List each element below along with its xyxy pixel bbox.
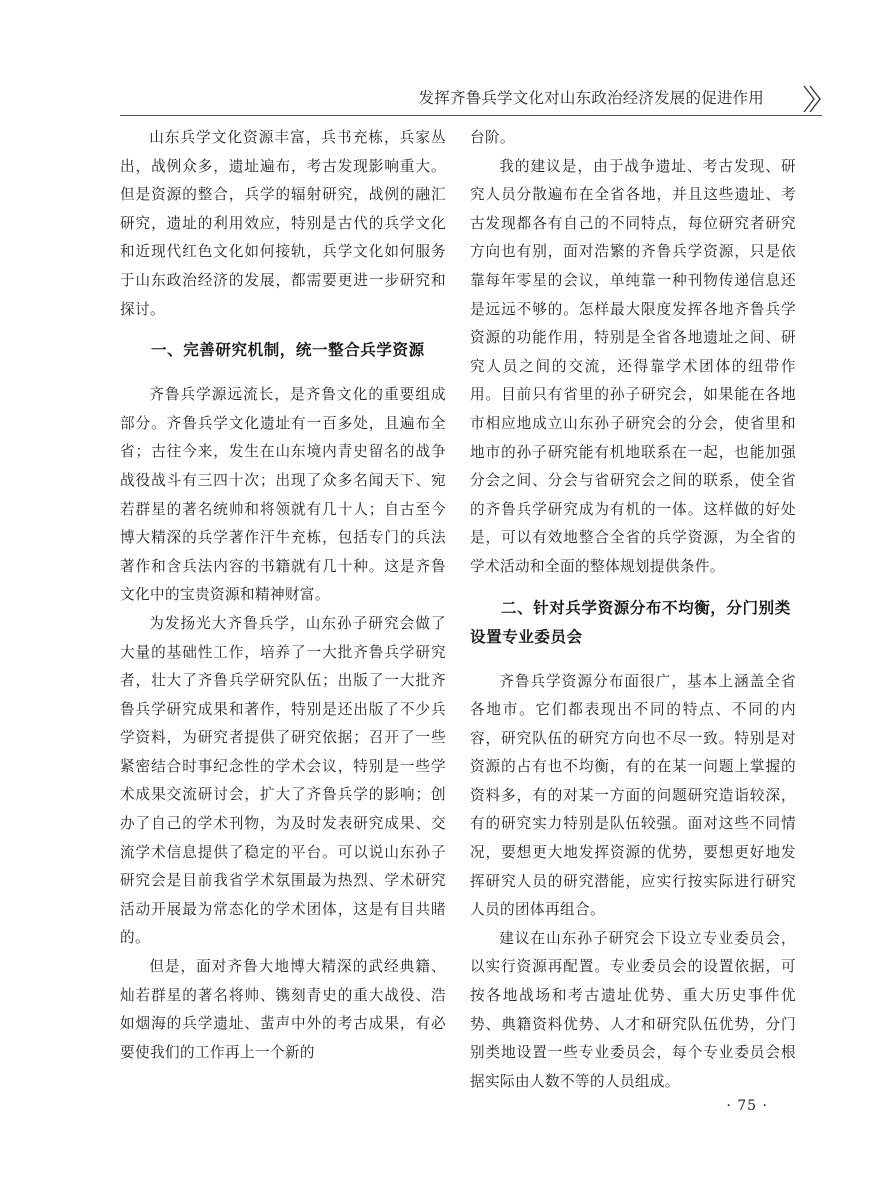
- paragraph: 我的建议是，由于战争遗址、考古发现、研究人员分散遍布在全省各地，并且这些遗址、考古发现都各有自己的不同特点，每位研究者研究方向也有别，面对浩繁的齐鲁兵学资源，只是依靠每年零星的会议，单纯靠一种刊物传递信息还是远远不够的。怎样最大限度发挥各地齐鲁兵学资源的功能作用，特别是全省各地遗址之间、研究人员之间的交流，还得靠学术团体的纽带作用。目前只有省里的孙子研究会，如果能在各地市相应地成立山东孙子研究会的分会，使省里和地市的孙子研究能有机地联系在一起，也能加强分会之间、分会与省研究会之间的联系，使全省的齐鲁兵学研究成为有机的一体。这样做的好处是，可以有效地整合全省的兵学资源，为全省的学术活动和全面的整体规划提供条件。: [470, 157, 796, 575]
- section-heading: 二、针对兵学资源分布不均衡，分门别类设置专业委员会: [470, 598, 791, 646]
- paragraph-continuation: 台阶。: [470, 129, 515, 146]
- double-chevron-right-icon: [774, 82, 822, 116]
- paragraph: 为发扬光大齐鲁兵学，山东孙子研究会做了大量的基础性工作，培养了一大批齐鲁兵学研究者，壮大了齐鲁兵学研究队伍；出版了一大批齐鲁兵学研究成果和著作，特别是还出版了不少兵学资料，为研究者提供了研究依据；召开了一些紧密结合时事纪念性的学术会议，特别是一些学术成果交流研讨会，扩大了齐鲁兵学的影响；创办了自己的学术刊物，为及时发表研究成果、交流学术信息提供了稳定的平台。可以说山东孙子研究会是目前我省学术氛围最为热烈、学术研究活动开展最为常态化的学术团体，这是有目共睹的。: [120, 614, 446, 947]
- header-rule: [120, 115, 822, 116]
- paragraph: 建议在山东孙子研究会下设立专业委员会，以实行资源再配置。专业委员会的设置依据，可按各地战场和考古遗址优势、重大历史事件优势、典籍资料优势、人才和研究队伍优势，分门别类地设置一些专业委员会，每个专业委员会根据实际由人数不等的人员组成。: [470, 929, 796, 1090]
- paragraph: 齐鲁兵学资源分布面很广，基本上涵盖全省各地市。它们都表现出不同的特点、不同的内容，研究队伍的研究方向也不尽一致。特别是对资源的占有也不均衡，有的在某一问题上掌握的资料多，有的对某一方面的问题研究造诣较深，有的研究实力特别是队伍较强。面对这些不同情况，要想更大地发挥资源的优势，要想更好地发挥研究人员的研究潜能，应实行按实际进行研究人员的团体再组合。: [470, 672, 796, 919]
- page-number: · 75 ·: [726, 1098, 768, 1114]
- left-column: [120, 124, 446, 1067]
- right-column: [470, 124, 796, 1096]
- running-header: [120, 82, 822, 116]
- journal-article-title: 发挥齐鲁兵学文化对山东政治经济发展的促进作用: [418, 89, 764, 107]
- paragraph: 但是，面对齐鲁大地博大精深的武经典籍、灿若群星的著名将帅、镌刻青史的重大战役、浩如烟海的兵学遗址、蜚声中外的考古成果，有必要使我们的工作再上一个新的: [120, 958, 446, 1061]
- paragraph: 山东兵学文化资源丰富，兵书充栋，兵家丛出，战例众多，遗址遍布，考古发现影响重大。但是资源的整合，兵学的辐射研究，战例的融汇研究，遗址的利用效应，特别是古代的兵学文化和近现代红色文化如何接轨，兵学文化如何服务于山东政治经济的发展，都需要更进一步研究和探讨。: [120, 129, 446, 318]
- paragraph: 齐鲁兵学源远流长，是齐鲁文化的重要组成部分。齐鲁兵学文化遗址有一百多处，且遍布全省；古往今来，发生在山东境内青史留名的战争战役战斗有三四十次；出现了众多名闻天下、宛若群星的著名统帅和将领就有几十人；自古至今博大精深的兵学著作汗牛充栋，包括专门的兵法著作和含兵法内容的书籍就有几十种。这是齐鲁文化中的宝贵资源和精神财富。: [120, 386, 446, 604]
- section-heading: 一、完善研究机制，统一整合兵学资源: [151, 341, 425, 360]
